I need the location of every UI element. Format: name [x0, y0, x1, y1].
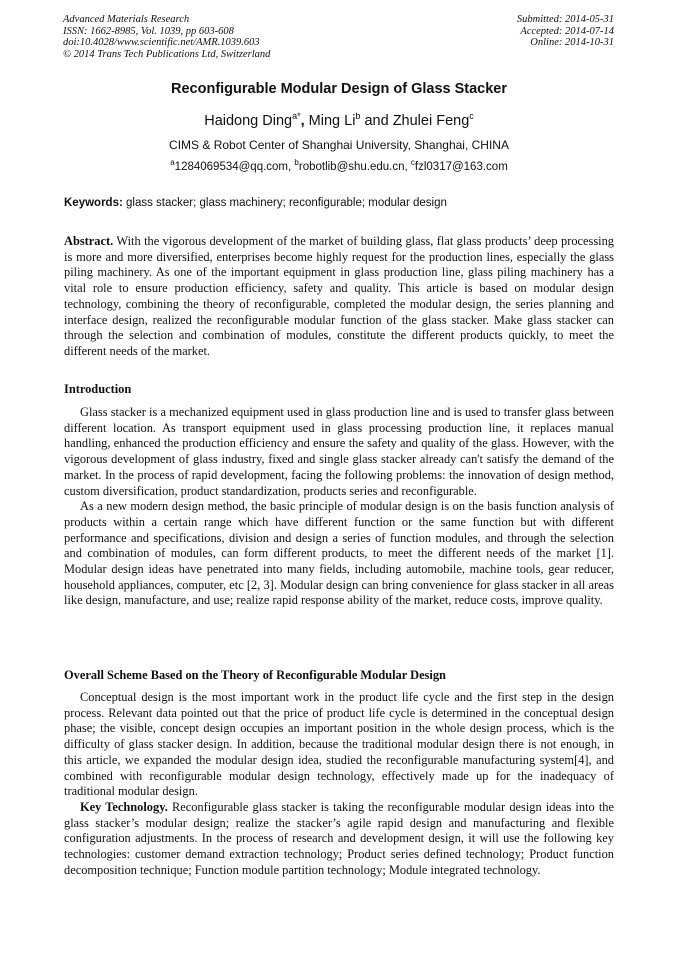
subheading-key-technology: Key Technology.	[80, 799, 168, 814]
overall-scheme-body	[64, 690, 614, 878]
doi-line: doi:10.4028/www.scientific.net/AMR.1039.603	[63, 37, 260, 48]
issn-line: ISSN: 1662-8985, Vol. 1039, pp 603-608	[63, 25, 234, 37]
email: 1284069534@qq.com,	[174, 161, 295, 173]
author-marker: c	[469, 111, 474, 121]
copyright-line: © 2014 Trans Tech Publications Ltd, Switzerland	[63, 48, 271, 60]
paragraph	[64, 800, 614, 879]
journal-name: Advanced Materials Research	[63, 14, 190, 25]
author-marker: b	[355, 111, 361, 121]
paragraph: As a new modern design method, the basic principle of modular design is on the basis function analysis of products within a certain range which have different function or the same function but with different performance and specifications, division and design a series of function modules, and through the selection and combination of modules, can form different products, to meet the different needs of the market [1]. Modular design ideas have penetrated into many fields, including automobile, machine tools, gear reducer, household appliances, computer, etc [2, 3]. Modular design can bring convenience for glass stacker in all areas like design, manufacture, and use; realize rapid response ability of the market, reduce costs, improve quality.	[64, 499, 614, 608]
paragraph: Glass stacker is a mechanized equipment used in glass production line and is used to transfer glass between different location. As transport equipment used in glass processing production line, it replaces manual handling, enhanced the production efficiency and ensure the safety and quality of the glass. However, with the vigorous development of glass industry, fixed and single glass stacker already can't satisfy the demand of the market. In the process of rapid development, facing the following problems: the innovation of design method, custom diversification, product standardization, products series and reconfigurable.	[64, 405, 614, 498]
author-name: Haidong Ding	[204, 113, 293, 129]
keywords-text: glass stacker; glass machinery; reconfigurable; modular design	[122, 197, 447, 209]
author-separator: and	[360, 113, 393, 129]
email-marker: b	[294, 158, 299, 167]
online-date: Online: 2014-10-31	[530, 37, 614, 48]
keywords-label: Keywords:	[64, 197, 123, 209]
keywords	[64, 197, 447, 209]
author-emails	[0, 158, 678, 173]
paper-title: Reconfigurable Modular Design of Glass Stacker	[171, 81, 507, 97]
email-marker: c	[410, 158, 415, 167]
author-marker: a*	[292, 111, 301, 121]
affiliation: CIMS & Robot Center of Shanghai University, Shanghai, CHINA	[169, 138, 509, 152]
author-name: Zhulei Feng	[392, 113, 470, 129]
accepted-date: Accepted: 2014-07-14	[520, 25, 614, 37]
author-name: Ming Li	[308, 113, 356, 129]
section-heading-overall-scheme: Overall Scheme Based on the Theory of Reconfigurable Modular Design	[64, 668, 446, 682]
author-separator: ,	[300, 113, 309, 129]
paragraph: Conceptual design is the most important work in the product life cycle and the first step in the design process. Relevant data pointed out that the price of product life cycle is determined in the conceptual design phase; the visible, concept design occupies an important position in the whole design process, which is the difficulty of glass stacker design. In addition, because the traditional modular design there is not enough, in this article, we expanded the modular design idea, studied the reconfigurable manufacturing system[4], and combined with reconfigurable modular design technology, effectively made up for the inadequacy of traditional modular design.	[64, 690, 614, 799]
email: robotlib@shu.edu.cn,	[298, 161, 411, 173]
paragraph-text: Reconfigurable glass stacker is taking the reconfigurable modular design ideas into the glass stacker’s modular design; realize the stacker’s agile rapid design and manufacturing and flexible configuration adjustments. In the process of research and development design, it will use the following key technologies: customer demand extraction technology; Product series defined technology; Product function decomposition technique; Function module partition technology; Module integrated technology.	[64, 799, 614, 877]
submitted-date: Submitted: 2014-05-31	[516, 14, 614, 25]
journal-info	[63, 14, 270, 60]
section-heading-introduction: Introduction	[64, 382, 132, 396]
abstract-paragraph	[64, 234, 614, 360]
abstract	[64, 234, 614, 360]
email: fzl0317@163.com	[414, 161, 508, 173]
abstract-label: Abstract.	[64, 234, 114, 248]
author-list	[0, 113, 678, 129]
abstract-text: With the vigorous development of the market of building glass, flat glass products’ deep processing is more and more diversified, enterprises become highly request for the production lines, especially the glass piling machinery. As one of the important equipment in glass production line, glass piling machinery has a vital role to ensure production efficiency, safety and quality. This article is based on modular design technology, combining the theory of reconfigurable, completed the modular design, the series planning and interface design, realized the reconfigurable modular function of the glass stacker. Make glass stacker can through the selection and combination of modules, constitute the different products quickly, to meet the different needs of the market.	[64, 234, 614, 358]
dates-info	[517, 14, 614, 49]
introduction-body	[64, 405, 614, 609]
email-marker: a	[170, 158, 175, 167]
